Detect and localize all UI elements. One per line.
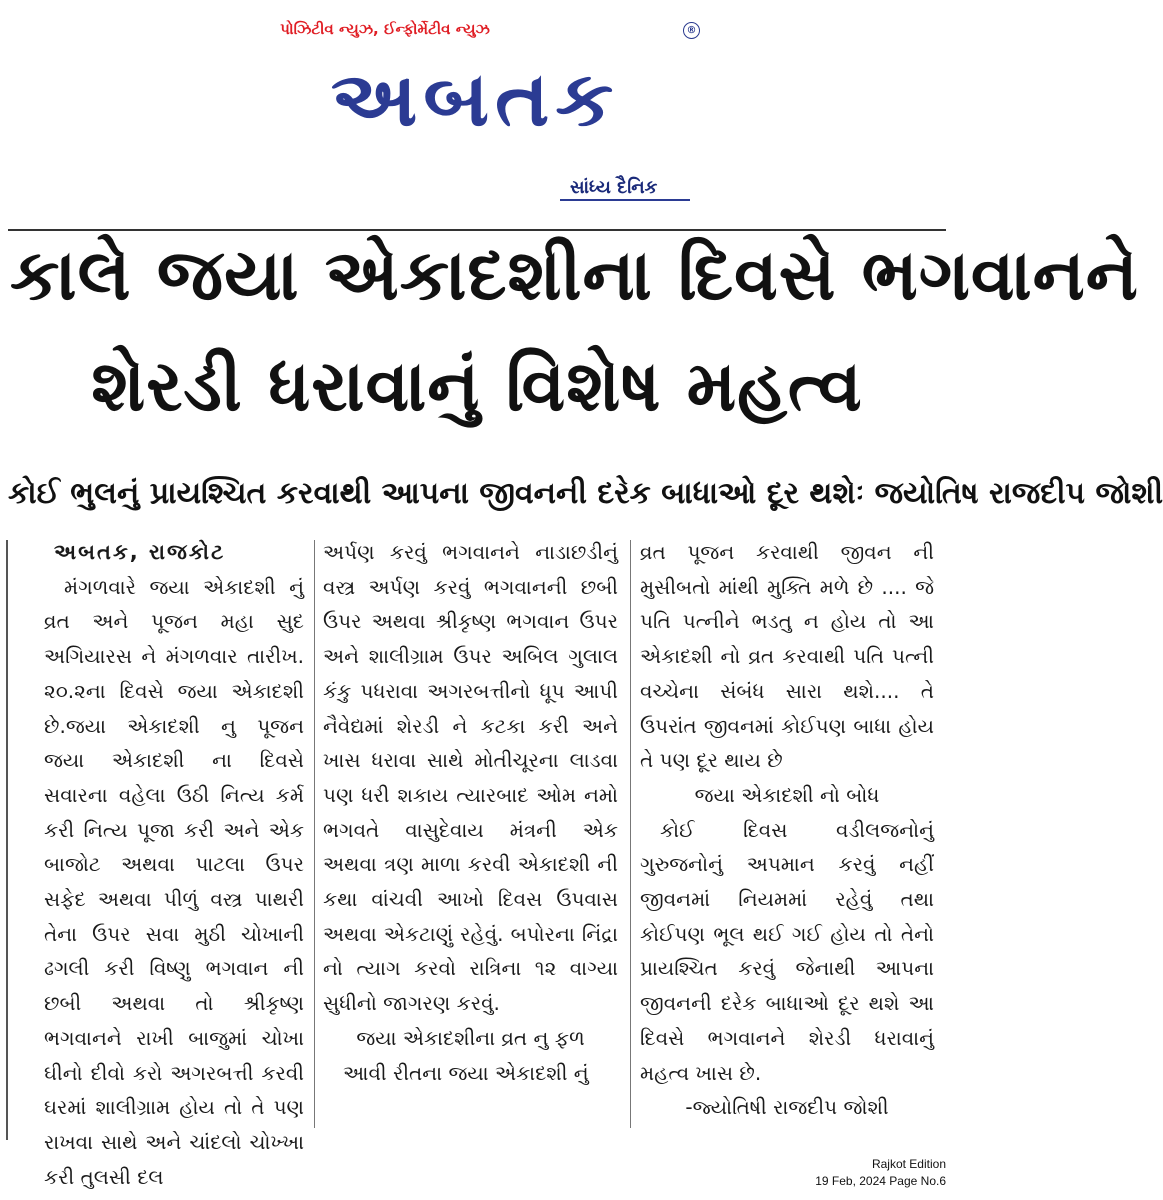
column-3-body: વ્રત પૂજન કરવાથી જીવન ની મુસીબતો માંથી મુક્તિ મળે છે .... જે પતિ પત્નીને ભડતુ ન હોય તો આ એકાદશી નો વ્રત કરવાથી પતિ પત્ની વચ્ચેના સંબંધ સારા થશે.... તે ઉપરાંત જીવનમાં કોઈપણ બાધા હોય તે પણ દૂર થાય છે <box>640 540 934 773</box>
sub-brand-underline <box>560 199 690 201</box>
column-2-subheading: જયા એકાદશીના વ્રત નુ ફળ <box>356 1025 585 1050</box>
column-2-continuation: આવી રીતના જયા એકાદશી નું <box>343 1060 589 1085</box>
column-1-body: મંગળવારે જયા એકાદશી નું વ્રત અને પૂજન મહા સુદ અગિયારસ ને મંગળવાર તારીખ. ૨૦.૨ના દિવસે જયા એકાદશી છે.જયા એકાદશી નુ પૂજન જયા એકાદશી ના દિવસે સવારના વહેલા ઉઠી નિત્ય કર્મ કરી નિત્ય પૂજા કરી અને એક બાજોટ અથવા પાટલા ઉપર સફેદ અથવા પીળું વસ્ત્ર પાથરી તેના ઉપર સવા મુઠી ચોખાની ઢગલી કરી વિષ્ણુ ભગવાન ની છબી અથવા તો શ્રીકૃષ્ણ ભગવાનને રાખી બાજુમાં ચોખા ઘીનો દીવો કરો અગરબત્તી કરવી ઘરમાં શાલીગ્રામ હોય તો તે પણ રાખવા સાથે અને ચાંદલો ચોખ્ખા કરી તુલસી દલ <box>44 574 304 1189</box>
column-3-body-2: કોઈ દિવસ વડીલજનોનું ગુરુજનોનું અપમાન કરવું નહીં જીવનમાં નિયમમાં રહેવું તથા કોઈપણ ભૂલ થઈ ગઈ હોય તો તેનો પ્રાયશ્ચિત કરવું જેનાથી આપના જીવનની દરેક બાધાઓ દૂર થશે આ દિવસે ભગવાનને શેરડી ધરાવાનું મહત્વ ખાસ છે. <box>640 817 934 1085</box>
masthead-sub-brand: સાંધ્ય દૈનિક <box>570 177 658 198</box>
masthead-tagline: પોઝિટીવ ન્યુઝ, ઈન્ફોર્મેટીવ ન્યુઝ <box>280 20 490 38</box>
registered-mark-icon: ® <box>683 22 700 39</box>
column-divider-2 <box>630 540 631 1128</box>
subheadline: કોઈ ભુલનું પ્રાયશ્ચિત કરવાથી આપના જીવનની દરેક બાધાઓ દૂર થશેઃ જયોતિષ રાજદીપ જોશી <box>8 476 1163 511</box>
byline: -જ્યોતિષી રાજદીપ જોશી <box>685 1095 889 1120</box>
edition-info <box>815 1156 946 1190</box>
column-3-subheading: જયા એકાદશી નો બોધ <box>694 782 880 807</box>
edition-name: Rajkot Edition <box>871 1157 946 1171</box>
header-divider <box>8 229 946 231</box>
column-divider-1 <box>314 540 315 1128</box>
column-2-body: અર્પણ કરવું ભગવાનને નાડાછડીનું વસ્ત્ર અર્પણ કરવું ભગવાનની છબી ઉપર અથવા શ્રીકૃષ્ણ ભગવાન ઉપર અને શાલીગ્રામ ઉપર અબિલ ગુલાલ કંકુ પધરાવા અગરબત્તીનો ધૂપ આપી નૈવેદ્યમાં શેરડી ને કટકા કરી અને ખાસ ધરાવા સાથે મોતીચૂરના લાડવા પણ ધરી શકાય ત્યારબાદ ઓમ નમો ભગવતે વાસુદેવાય મંત્રની એક અથવા ત્રણ માળા કરવી એકાદશી ની કથા વાંચવી આખો દિવસ ઉપવાસ અથવા એકટાણું રહેવું. બપોરના નિંદ્રા નો ત્યાગ કરવો રાત્રિના ૧૨ વાગ્યા સુધીનો જાગરણ કરવું. <box>323 540 618 1016</box>
left-border <box>6 540 8 1140</box>
article-column-2 <box>323 535 618 1090</box>
dateline: અબતક, રાજકોટ <box>54 540 226 564</box>
article-column-1 <box>44 535 304 1194</box>
headline-line-2: શેરડી ધરાવાનું વિશેષ મહત્વ <box>91 345 863 427</box>
edition-date-page: 19 Feb, 2024 Page No.6 <box>815 1174 946 1188</box>
newspaper-logo: અબતક <box>330 55 620 144</box>
masthead <box>0 0 954 215</box>
article-column-3 <box>640 535 934 1125</box>
headline-line-1: કાલે જયા એકાદશીના દિવસે ભગવાનને <box>10 234 1139 316</box>
